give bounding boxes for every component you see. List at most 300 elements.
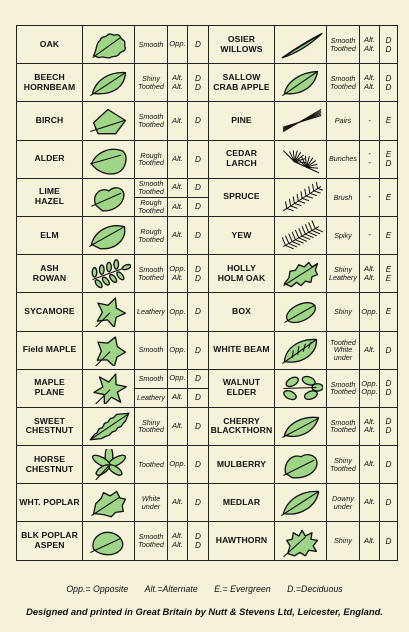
leaf-surface-line: Smooth: [330, 74, 356, 84]
leaf-surface: [135, 216, 168, 254]
leaf-surface: [135, 64, 168, 102]
leaf-illustration: [83, 255, 135, 293]
leaf-illustration: [275, 369, 327, 407]
tree-name-line: HORSE: [33, 453, 66, 464]
tree-name-line: MULBERRY: [216, 458, 267, 469]
tree-name: [209, 331, 275, 369]
leaf-arrangement-line: Alt.: [364, 272, 375, 282]
tree-name-line: ALDER: [34, 153, 65, 164]
tree-name: [17, 522, 83, 560]
leaf-type: [188, 178, 209, 216]
leaf-type: [188, 484, 209, 522]
leaf-arrangement: [360, 484, 380, 522]
leaf-type-line: D: [195, 345, 201, 355]
leaf-arrangement-line: Alt.: [172, 201, 183, 211]
leaf-type: [380, 369, 398, 407]
leaf-surface: [135, 446, 168, 484]
leaf-surface-line: Toothed: [138, 158, 164, 168]
tree-name: [209, 102, 275, 140]
tree-name: [17, 64, 83, 102]
table-row: [17, 102, 398, 140]
tree-name-line: ELM: [40, 229, 59, 240]
leaf-type-line: D: [385, 426, 392, 436]
leaf-arrangement: [168, 178, 188, 216]
legend-evergreen: E.= Evergreen: [214, 584, 271, 594]
leaf-type-line: E: [385, 264, 392, 274]
tree-name-line: BIRCH: [35, 115, 64, 126]
leaf-type-line: D: [195, 307, 201, 317]
leaf-type: [188, 26, 209, 64]
leaf-type-line: D: [385, 35, 392, 45]
table-row: [17, 255, 398, 293]
beech-leaf-icon: [87, 67, 131, 98]
leaf-surface: [135, 140, 168, 178]
willow-leaf-icon: [279, 29, 323, 60]
leaf-arrangement-line: -: [368, 158, 371, 168]
leaf-type: [380, 522, 398, 560]
leaf-arrangement-line: -: [368, 191, 371, 201]
leaf-arrangement-line: Alt.: [364, 535, 375, 545]
leaf-surface-line: Leathery: [137, 393, 165, 403]
leaf-type-line: D: [385, 345, 392, 355]
leaf-arrangement: [360, 446, 380, 484]
leaf-arrangement-line: Opp.: [361, 306, 378, 316]
tree-name-line: HORNBEAM: [23, 81, 76, 92]
tree-name-line: SYCAMORE: [24, 305, 75, 316]
leaf-type: [380, 140, 398, 178]
leaf-surface-line: Shiny: [334, 307, 352, 317]
leaf-type-line: D: [385, 44, 392, 54]
tree-name-line: HAWTHORN: [215, 535, 268, 546]
leaf-arrangement: [360, 216, 380, 254]
leaf-type: [188, 102, 209, 140]
tree-name: [17, 178, 83, 216]
leaf-surface-line: Toothed: [330, 337, 356, 347]
leaf-surface: [135, 331, 168, 369]
table-row: [17, 522, 398, 560]
leaf-arrangement-line: -: [368, 230, 371, 240]
tree-name-line: PLANE: [34, 387, 65, 398]
table-row: [17, 369, 398, 407]
tree-name: [209, 64, 275, 102]
tree-name: [209, 140, 275, 178]
leaf-type-line: D: [195, 532, 201, 542]
leaf-arrangement-line: Alt.: [172, 272, 183, 282]
leaf-surface-line: Toothed: [138, 205, 164, 215]
leaf-type-line: D: [195, 460, 201, 470]
leaf-surface: [327, 26, 360, 64]
leaf-type-line: D: [385, 73, 392, 83]
leaf-arrangement-line: Alt.: [172, 73, 183, 83]
tree-name-line: CHERRY: [223, 415, 260, 426]
tree-name-line: OAK: [39, 38, 60, 49]
tree-name-line: CRAB APPLE: [213, 81, 270, 92]
leaf-arrangement-line: Opp.: [361, 378, 378, 388]
leaf-arrangement: [168, 102, 188, 140]
leaf-illustration: [275, 522, 327, 560]
oak-leaf-icon: [87, 29, 131, 60]
leaf-surface-line: Brush: [333, 192, 353, 202]
leaf-arrangement: [360, 369, 380, 407]
tree-name-line: HOLLY: [227, 262, 256, 273]
field-maple-leaf-icon: [87, 335, 131, 366]
leaf-surface-line: under: [141, 501, 161, 511]
leaf-surface-line: Toothed: [330, 425, 356, 435]
table-row: [17, 484, 398, 522]
tree-name-line: ELDER: [226, 387, 257, 398]
leaf-surface-line: Rough: [140, 226, 162, 236]
leaf-type-line: D: [195, 264, 201, 274]
tree-name: [209, 407, 275, 445]
leaf-type-line: E: [385, 307, 392, 317]
leaf-type-line: D: [195, 421, 201, 431]
leaf-type: [188, 140, 209, 178]
leaf-arrangement: [168, 484, 188, 522]
leaf-surface-line: Pairs: [334, 116, 352, 126]
leaf-type: [188, 522, 209, 560]
leaf-illustration: [83, 178, 135, 216]
leaf-surface: [327, 293, 360, 331]
leaf-illustration: [275, 178, 327, 216]
hawthorn-leaf-icon: [279, 526, 323, 557]
yew-needles-icon: [279, 220, 323, 251]
tree-name-line: HOLM OAK: [217, 272, 266, 283]
leaf-arrangement: [168, 522, 188, 560]
leaf-type-line: D: [195, 541, 201, 551]
tree-name: [17, 255, 83, 293]
tree-name-line: BOX: [232, 305, 251, 316]
leaf-surface-line: Smooth: [138, 373, 164, 383]
leaf-illustration: [83, 407, 135, 445]
leaf-type-line: D: [385, 159, 392, 169]
table-row: [17, 216, 398, 254]
leaf-surface-line: Toothed: [138, 540, 164, 550]
leaf-arrangement: [360, 293, 380, 331]
tree-name-line: ASH: [40, 262, 59, 273]
leaf-type-line: D: [195, 393, 201, 403]
leaf-illustration: [83, 293, 135, 331]
leaf-illustration: [83, 102, 135, 140]
leaf-illustration: [275, 255, 327, 293]
leaf-arrangement-line: Alt.: [172, 540, 183, 550]
tree-name-line: WALNUT: [222, 377, 261, 388]
leaf-surface-line: Shiny: [334, 536, 352, 546]
table-row: [17, 178, 398, 216]
tree-name-line: LARCH: [226, 158, 257, 169]
box-leaf-icon: [279, 296, 323, 327]
leaf-type: [188, 64, 209, 102]
tree-name-line: MEDLAR: [222, 496, 261, 507]
leaf-surface-line: Spiky: [334, 230, 352, 240]
leaf-arrangement: [360, 178, 380, 216]
leaf-arrangement-line: Opp.: [169, 39, 186, 49]
alder-leaf-icon: [87, 144, 131, 175]
leaf-type-line: D: [195, 231, 201, 241]
tree-name: [209, 216, 275, 254]
sallow-leaf-icon: [279, 67, 323, 98]
tree-name: [17, 369, 83, 407]
leaf-type-line: D: [195, 183, 201, 193]
leaf-surface: [327, 178, 360, 216]
leaf-surface: [135, 102, 168, 140]
leaf-arrangement-line: Alt.: [364, 73, 375, 83]
white-poplar-leaf-icon: [87, 487, 131, 518]
leaf-illustration: [83, 522, 135, 560]
leaf-arrangement-line: Opp.: [169, 344, 186, 354]
leaf-surface-line: Smooth: [138, 39, 164, 49]
birch-leaf-icon: [87, 105, 131, 136]
tree-name-line: CHESTNUT: [25, 425, 74, 436]
leaf-type: [188, 255, 209, 293]
leaf-type-line: D: [195, 73, 201, 83]
leaf-arrangement-line: Alt.: [172, 531, 183, 541]
horse-chestnut-leaf-icon: [87, 449, 131, 480]
elm-leaf-icon: [87, 220, 131, 251]
leaf-arrangement-line: Alt.: [364, 43, 375, 53]
leaf-type-line: D: [195, 374, 201, 384]
tree-name: [17, 102, 83, 140]
leaf-surface-line: Leathery: [137, 307, 165, 317]
leaf-arrangement-line: Alt.: [364, 81, 375, 91]
leaf-surface-line: Toothed: [330, 463, 356, 473]
leaf-surface-line: Toothed: [138, 81, 164, 91]
legend: [0, 584, 409, 594]
leaf-arrangement: [168, 369, 188, 407]
leaf-illustration: [83, 484, 135, 522]
leaf-surface-line: White: [333, 345, 353, 355]
leaf-illustration: [83, 140, 135, 178]
leaf-illustration: [275, 331, 327, 369]
leaf-arrangement: [360, 331, 380, 369]
leaf-surface-line: Toothed: [138, 272, 164, 282]
leaf-type: [380, 178, 398, 216]
leaf-surface: [327, 102, 360, 140]
leaf-arrangement-line: -: [368, 149, 371, 159]
leaf-type-line: D: [385, 82, 392, 92]
tree-name-line: SALLOW: [222, 71, 261, 82]
cedar-needles-icon: [279, 144, 323, 175]
leaf-type: [380, 64, 398, 102]
leaf-illustration: [275, 293, 327, 331]
leaf-illustration: [275, 140, 327, 178]
leaf-illustration: [275, 26, 327, 64]
tree-name: [17, 484, 83, 522]
leaf-arrangement: [168, 331, 188, 369]
leaf-type-line: D: [385, 379, 392, 389]
leaf-surface-line: Smooth: [138, 532, 164, 542]
sycamore-leaf-icon: [87, 296, 131, 327]
leaf-arrangement-line: Alt.: [364, 497, 375, 507]
tree-name-line: ROWAN: [32, 272, 67, 283]
tree-name: [209, 522, 275, 560]
leaf-type: [380, 484, 398, 522]
leaf-arrangement-line: Alt.: [172, 230, 183, 240]
leaf-arrangement: [360, 140, 380, 178]
leaf-arrangement: [168, 407, 188, 445]
leaf-surface: [327, 407, 360, 445]
mulberry-leaf-icon: [279, 449, 323, 480]
leaf-type-line: E: [385, 273, 392, 283]
black-poplar-leaf-icon: [87, 526, 131, 557]
leaf-surface: [327, 446, 360, 484]
leaf-arrangement-line: Alt.: [172, 115, 183, 125]
leaf-illustration: [275, 446, 327, 484]
leaf-illustration: [83, 331, 135, 369]
tree-name: [17, 216, 83, 254]
leaf-surface-line: White: [141, 494, 161, 504]
leaf-illustration: [83, 369, 135, 407]
table-row: [17, 407, 398, 445]
leaf-surface-line: Toothed: [330, 81, 356, 91]
table-row: [17, 446, 398, 484]
leaf-surface: [135, 255, 168, 293]
leaf-surface-line: Leathery: [329, 272, 357, 282]
leaf-type-line: E: [385, 192, 392, 202]
leaf-surface-line: Rough: [140, 150, 162, 160]
table-row: [17, 26, 398, 64]
leaf-type: [380, 216, 398, 254]
leaf-arrangement-line: -: [368, 115, 371, 125]
leaf-type-line: D: [385, 498, 392, 508]
tree-name: [209, 255, 275, 293]
leaf-arrangement: [168, 216, 188, 254]
leaf-surface-line: Smooth: [138, 265, 164, 275]
leaf-arrangement-line: Alt.: [172, 392, 183, 402]
leaf-surface: [135, 407, 168, 445]
leaf-identification-table: [16, 25, 398, 561]
leaf-arrangement: [360, 64, 380, 102]
leaf-arrangement-line: Opp.: [169, 264, 186, 273]
leaf-surface-line: Smooth: [330, 36, 356, 46]
tree-name-line: SWEET: [33, 415, 66, 426]
leaf-surface-line: Toothed: [138, 425, 164, 435]
leaf-surface-line: Shiny: [142, 417, 160, 427]
leaf-type-line: D: [385, 536, 392, 546]
leaf-surface-line: under: [333, 352, 353, 362]
leaf-arrangement: [168, 64, 188, 102]
leaf-arrangement-line: Alt.: [364, 459, 375, 469]
tree-name: [17, 26, 83, 64]
tree-name-line: WHT. POPLAR: [19, 496, 80, 507]
leaf-arrangement-line: Opp.: [169, 306, 186, 316]
legend-alternate: Alt.=Alternate: [144, 584, 198, 594]
legend-opposite: Opp.= Opposite: [66, 584, 129, 594]
leaf-type: [380, 407, 398, 445]
leaf-type: [188, 331, 209, 369]
leaf-arrangement: [168, 446, 188, 484]
leaf-type-line: D: [195, 498, 201, 508]
tree-name: [17, 407, 83, 445]
leaf-arrangement-line: Alt.: [364, 264, 375, 273]
tree-name-line: Field MAPLE: [22, 344, 77, 355]
leaf-type-line: D: [195, 202, 201, 212]
leaf-arrangement: [168, 26, 188, 64]
tree-name-line: LIME: [39, 186, 60, 197]
maple-leaf-icon: [87, 373, 131, 404]
leaf-illustration: [83, 26, 135, 64]
spruce-needles-icon: [279, 182, 323, 213]
leaf-type: [188, 216, 209, 254]
leaf-type: [188, 293, 209, 331]
leaf-illustration: [275, 484, 327, 522]
leaf-arrangement: [360, 255, 380, 293]
leaf-surface: [135, 484, 168, 522]
ash-leaf-icon: [87, 258, 131, 289]
leaf-surface: [135, 369, 168, 407]
leaf-surface-line: Smooth: [330, 417, 356, 427]
leaf-surface: [135, 178, 168, 216]
leaf-illustration: [83, 446, 135, 484]
leaf-surface: [327, 216, 360, 254]
tree-name-line: WHITE BEAM: [213, 344, 270, 355]
leaf-arrangement: [360, 26, 380, 64]
leaf-surface: [327, 331, 360, 369]
cherry-leaf-icon: [279, 411, 323, 442]
tree-name-line: MAPLE: [34, 377, 65, 388]
leaf-surface-line: under: [333, 501, 353, 511]
leaf-surface: [327, 522, 360, 560]
tree-name: [209, 26, 275, 64]
leaf-arrangement: [360, 102, 380, 140]
sweet-chestnut-leaf-icon: [87, 411, 131, 442]
tree-name-line: BLK POPLAR: [21, 530, 78, 541]
leaf-type: [380, 102, 398, 140]
lime-leaf-icon: [87, 182, 131, 213]
leaf-arrangement-line: Alt.: [364, 425, 375, 435]
leaf-type: [188, 369, 209, 407]
tree-name: [209, 369, 275, 407]
leaf-type-line: D: [195, 154, 201, 164]
pine-needles-icon: [279, 105, 323, 136]
leaf-surface: [135, 293, 168, 331]
tree-name-line: ASPEN: [34, 540, 65, 551]
leaf-type-line: D: [385, 417, 392, 427]
tree-name-line: HAZEL: [34, 196, 65, 207]
leaf-illustration: [275, 216, 327, 254]
leaf-type-line: D: [195, 273, 201, 283]
table-row: [17, 293, 398, 331]
tree-name-line: WILLOWS: [220, 43, 263, 54]
leaf-arrangement-line: Alt.: [364, 416, 375, 426]
leaf-type-line: E: [385, 231, 392, 241]
leaf-illustration: [275, 407, 327, 445]
tree-name-line: BEECH: [34, 71, 65, 82]
tree-name: [209, 484, 275, 522]
tree-name-line: SPRUCE: [223, 191, 260, 202]
table-row: [17, 140, 398, 178]
leaf-surface: [327, 484, 360, 522]
leaf-arrangement: [168, 140, 188, 178]
tree-name: [209, 178, 275, 216]
leaf-arrangement: [168, 255, 188, 293]
tree-name: [17, 140, 83, 178]
leaf-arrangement: [360, 407, 380, 445]
leaf-type: [380, 446, 398, 484]
printer-credit: Designed and printed in Great Britain by Nutt & Stevens Ltd, Leicester, England.: [26, 606, 383, 617]
table-row: [17, 64, 398, 102]
leaf-arrangement-line: Opp.: [169, 373, 186, 383]
leaf-surface: [327, 369, 360, 407]
leaf-type: [380, 26, 398, 64]
leaf-surface-line: Smooth: [138, 345, 164, 355]
leaf-surface-line: Shiny: [142, 74, 160, 84]
leaf-type: [188, 407, 209, 445]
leaf-type-line: E: [385, 150, 392, 160]
leaf-arrangement-line: Alt.: [172, 153, 183, 163]
leaf-illustration: [275, 64, 327, 102]
leaf-arrangement-line: Alt.: [172, 421, 183, 431]
tree-name: [17, 293, 83, 331]
